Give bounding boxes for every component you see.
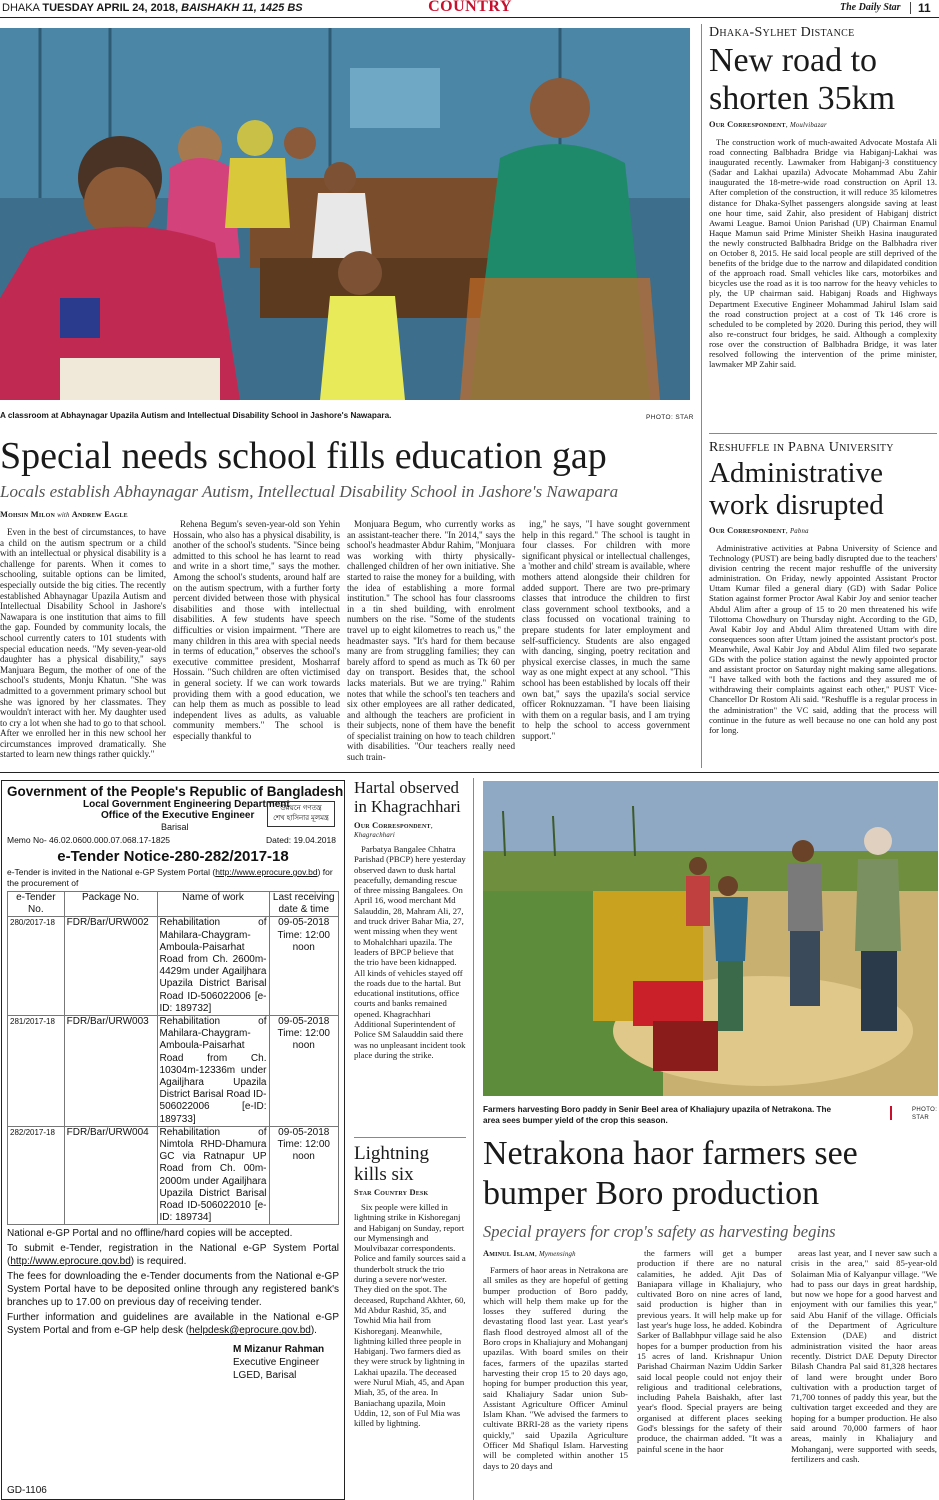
tender-note-2-text-b: ) is required. xyxy=(130,1256,187,1268)
bottom-column-rule xyxy=(473,778,474,1500)
tender-note-2 xyxy=(7,1242,339,1268)
boro-byline-place: Mymensingh xyxy=(539,1251,576,1258)
school-byline-with: with xyxy=(57,512,70,519)
boro-subhead: Special prayers for crop's safety as harvesting begins xyxy=(483,1222,836,1241)
dateline-city: DHAKA xyxy=(2,2,40,14)
masthead xyxy=(0,0,939,18)
road-body: The construction work of much-awaited Advocate Mostafa Ali road connecting Balbhadra Bridge via Habiganj-Lakhai was inaugurated recently. Lawmaker from Habiganj-3 constituency (Sadar and Lakhai upazila) Advocate Mohammad Abu Zahir inaugurated the 18-metre-wide road construction on April 13. After completion of the construction, it will reduce 35 kilometres distance for Dhaka-Sylhet passengers alongside saving at least one hour time, said Zahir, also president of Habiganj district Awami League. Bamoi Union Parishad (UP) Chairman Enamul Haque Mamun said Prime Minister Sheikh Hasina inaugurated the newly constructed Balbhadra Bridge on the Balbhadra river on October 8, 2015. He said local people are still deprived of the benefits of the bridge due to the narrow and dilapidated condition of the approach road. Small vehicles like cars, motorbikes and bicycles use the road as it is too narrow for the heavy vehicles to ply, the UP chairman said. Habiganj Roads and Highways Department Executive Engineer Mohammad Jahirul Islam said the road construction project at a cost of Tk 146 crore is scheduled to be completed by 2020. During this period, they will also re-construct four bridges, he said. Although a complexity rose over the construction of Balbhadra Bridge, it was later resolved following the intervention of the prime minister, lawmaker MP Zahir said. xyxy=(709,137,937,370)
tender-package: FDR/Bar/URW002 xyxy=(64,917,157,1016)
road-byline: Our Correspondent, Moulvibazar xyxy=(709,120,827,129)
lightning-story xyxy=(354,1143,466,1492)
tender-no: 282/2017-18 xyxy=(8,1126,65,1225)
hartal-bottom-rule xyxy=(354,1137,466,1138)
tender-note-1: National e-GP Portal and no offline/hard copies will be accepted. xyxy=(7,1228,293,1240)
school-column-1: Even in the best of circumstances, to have a child on the autism spectrum or a child with an intellectual or physical disability is a challenge for parents. When it comes to schooling, suitable options can be limited, especially outside the big cities. The recently established Abhaynagar Upazila Autism and Intellectual Disability School in Jashore's Nawapara is one institution that aims to fill the gap. Founded by community locals, the school currently caters to 101 students with special education needs. "My seven-year-old daughter has a physical disability," says Manjuara Begum, the mother of one of the school's students, Monju Khatun. "She was admitted to a government primary school but she was ignored by her classmates. They wouldn't interact with her. My daughter used to cry a lot when she had to go to that school. After we enrolled her in this new school her circumstances improved dramatically. She started to learn new things rather quickly." xyxy=(0,527,166,760)
pabna-body: Administrative activities at Pabna University of Science and Technology (PUST) are being badly disrupted due to the teachers' division centring the recent major reshuffle of the university administration. On Friday, newly appointed Assistant Proctor Uttam Kumar filed a general diary (GD) with Sadar Police Station against former Proctor Awal Kabir Joy and senior teacher Abdul Alim after a group of 15 to 20 men threatened his wife Tilottoma Chowdhury on Thursday night. According to the GD, Awal Kabir Joy and Abdul Alim threatened Uttam with dire consequences soon after Uttam joined the assistant proctor's post. Meanwhile, Awal Kabir Joy and Abdul Alim filed two separate GDs with the police station against the newly appointed proctor and assistant proctor on Saturday night making same allegations. "I have talked with both the factions and they assured me of withdrawing their complaints against each other," PUST Vice-Chancellor Dr Rostom Ali said. "Reshuffle is a regular process in the administration" the VC said, adding that the process will continue in the future as well because no one can hold any post for long. xyxy=(709,543,937,735)
pabna-kicker: Reshuffle in Pabna University xyxy=(709,440,894,455)
tender-header-date: Last receiving date & time xyxy=(269,892,339,917)
tender-work: Rehabilitation of Mahilara-Chaygram-Amboula-Paisarhat Road from Ch. 10304m-12336m under Agailjhara Upazila District Barisal Road ID-506022006 [e-ID: 189733] xyxy=(157,1016,269,1127)
tender-intro-link[interactable]: http://www.eprocure.gov.bd xyxy=(215,867,318,877)
page-separator xyxy=(910,2,911,14)
tender-package: FDR/Bar/URW004 xyxy=(64,1126,157,1225)
school-column-3: Monjuara Begum, who currently works as an assistant-teacher there. "In 2014," says the school's headmaster Abdur Rahim, "Monjuara was working with thirty physically-challenged children of her own initiative. She started to raise the money for a building, with the idea of establishing a more formal institution." The school has four classrooms in a tin shed building, with enrolment numbers on the rise. "Some of the students travel up to eight kilometres to reach us," the headmaster says. "It's hard for them because many are from struggling families; they can barely afford to spend as much as Tk 60 per day on transport. Besides that, the school lacks materials. But we are trying." Rahim notes that while the school's ten teachers and six other employees are all rather dedicated, and although the teachers are proficient in their subjects, none of them have the benefit of specialist training on how to teach children with disabilities. "Our teachers really need such train- xyxy=(347,519,515,763)
boro-column-2: the farmers will get a bumper production if there are no natural calamities, he added. Ajit Das of Baniapara village in Khaliajury, who cultivated Boro on nine acres of land, said production is higher than in previous years. It will help make up for last year's huge loss, he added. Kobindra Sarker of Ballabhpur village said he also hopes for a bumper production from his 15 acres of land. Krishnapur Union Parishad Chairman Nazim Uddin Sarker said local people could not enjoy their religious and traditional celebrations, including Pahela Baishakh, after last year's flood. Special prayers are being organised at different places seeking God's blessings for the safety of their produce, the chairman added. "It was a painful scene in the haor xyxy=(637,1248,782,1454)
road-byline-author: Our Correspondent xyxy=(709,120,786,129)
boro-headline: Netrakona haor farmers see bumper Boro production xyxy=(483,1135,858,1212)
school-column-4: ing," he says, "I have sought government help in this regard." The school is taught in four classes. For children with more significant physical or intellectual challenges, a 'mother and child' stream is available, where mothers attend alongside their children for added support. There are two pre-primary classes that introduce the children to first class government school textbooks, and a class focussed on vocational training to prepare students for later employment and self-sufficiency. Students are also engaged with dancing, singing, poetry recitation and physical exercise classes, in much the same way as one might expect at any school. "This school has been established by locals off their own bat," says the upazila's social service officer Roknuzzaman. "I have been liaising with them on a regular basis, and I am trying to help the school to access government support." xyxy=(522,519,690,741)
tender-intro-text-b: ) for the procurement of xyxy=(7,867,333,888)
section-title: COUNTRY xyxy=(428,0,512,15)
lightning-body: Six people were killed in lightning strike in Kishoreganj and Habiganj on Sunday, report our Mymensingh and Moulvibazar correspondents. Police and family sources said a thunderbolt struck the trio during a severe nor'wester. They died on the spot. The deceased, Rupchand Akhter, 60, Md Abdur Rashid, 35, and Towhid Mia hail from Kishoreganj. Meanwhile, lightning killed three people in Habiganj. Two farmers died as they were struck by lightning in Lakhai upazila. The deceased were Nurul Miah, 45, and Apan Miah, 35, of the area. In Baniachang upazila, Moin Uddin, 12, son of Ful Mia was killed by lightning. xyxy=(354,1202,466,1429)
tender-date: 09-05-2018 Time: 12:00 noon xyxy=(269,1126,339,1225)
tender-date: 09-05-2018 Time: 12:00 noon xyxy=(269,1016,339,1127)
tender-office: Office of the Executive Engineer xyxy=(101,810,255,821)
tender-code: GD-1106 xyxy=(7,1485,47,1496)
tender-table-header xyxy=(8,892,339,917)
harvest-photo xyxy=(483,781,938,1096)
tender-note-3: The fees for downloading the e-Tender documents from the National e-GP System Portal have to be deposited online through any registered bank's branches up to 17.00 on previous day of receiving tender. xyxy=(7,1271,339,1309)
tender-title: e-Tender Notice-280-282/2017-18 xyxy=(57,848,289,865)
school-byline xyxy=(0,510,128,519)
table-row xyxy=(8,1016,339,1127)
table-row xyxy=(8,917,339,1016)
pabna-byline-place: Pabna xyxy=(789,528,809,535)
tender-note-4-text-a: Further information and guidelines are available in the National e-GP System Portal and from e-GP help desk ( xyxy=(7,1312,339,1337)
tender-notice xyxy=(1,780,345,1500)
tender-no: 281/2017-18 xyxy=(8,1016,65,1127)
harvest-photo-caption: Farmers harvesting Boro paddy in Senir Beel area of Khaliajury upazila of Netrakona. The area sees bumper yield of the crop this season. xyxy=(483,1105,832,1125)
hartal-byline-place: Khagrachhari xyxy=(354,832,395,839)
school-author-a: Mohsin Milon xyxy=(0,510,55,519)
tender-header-no: e-Tender No. xyxy=(8,892,65,917)
dateline-bs: BAISHAKH 11, 1425 BS xyxy=(181,2,303,14)
tender-work: Rehabilitation of Mahilara-Chaygram-Amboula-Paisarhat Road from Ch. 2600m-4429m under Agailjhara Upazila District Barisal Road ID-506022006 [e-ID: 189732] xyxy=(157,917,269,1016)
tender-stamp-line-2: শেখ হাসিনার মূলমন্ত্র xyxy=(273,815,329,822)
lightning-byline xyxy=(354,1188,466,1197)
school-headline: Special needs school fills education gap xyxy=(0,435,607,477)
boro-byline: Aminul Islam, Mymensingh xyxy=(483,1249,576,1258)
right-column-rule xyxy=(701,24,702,768)
hartal-byline-author: Our Correspondent xyxy=(354,821,431,830)
tender-header-work: Name of work xyxy=(157,892,269,917)
harvest-caption-mark xyxy=(890,1106,892,1120)
tender-header-package: Package No. xyxy=(64,892,157,917)
tender-signer-title: Executive Engineer xyxy=(233,1357,320,1369)
road-kicker: Dhaka-Sylhet Distance xyxy=(709,25,855,40)
tender-work: Rehabilitation of Nimtola RHD-Dhamura GC via Ratnapur UP Road from Ch. 00m-2000m under Agailjhara Upazila District Barisal Road ID-506022010 [e-ID: 189734] xyxy=(157,1126,269,1225)
tender-signer-office: LGED, Barisal xyxy=(233,1370,297,1382)
school-column-2: Rehena Begum's seven-year-old son Yehin Hossain, who also has a physical disability, is another of the school's students. "Since being admitted to this school he has learnt to read and write in a short time," says the mother. Among the school's students, around half are on the autism spectrum, with a further forty percent divided between those with physical disabilities and those with intellectual disabilities. A few students have speech difficulties or vision impairment. "There are many children in this area with special needs in terms of education," observes the school's executive committee president, Mosharraf Hossain. "Such children are often victimised in general society. If we can work towards providing them with a good education, we can help them as much as possible to lead independent lives as adults, as valuable community members." The school is especially thankful to xyxy=(173,519,340,741)
boro-column-3: areas last year, and I never saw such a crisis in the area," said 85-year-old Solaiman Mia of Kalyanpur village. "We had to pass our days in great hardship, but now we hope for a good harvest and enjoyment with our families this year," said Abu Hanif of the village. Officials of the Department of Agriculture Extension (DAE) and district administration visited the haor areas recently. District DAE Deputy Director Bilash Chandra Pal said 81,328 hectares of land were brought under Boro cultivation with a production target of 71,700 tonnes of paddy this year, but the cultivation target exceeded and they are hoping for a bumper production. He also said around 70,000 farmers of haor areas, mainly in Khaliajury and Mohanganj, were supported with seeds, fertilizers and cash. xyxy=(791,1248,937,1464)
tender-dated: Dated: 19.04.2018 xyxy=(266,835,336,845)
school-author-b: Andrew Eagle xyxy=(71,510,128,519)
tender-note-2-link[interactable]: http://www.eprocure.gov.bd xyxy=(10,1256,131,1268)
tender-stamp xyxy=(267,801,335,827)
boro-byline-author: Aminul Islam xyxy=(483,1249,535,1258)
hartal-byline: Our Correspondent, Khagrachhari xyxy=(354,821,433,839)
road-headline: New road to shorten 35km xyxy=(709,42,896,117)
dateline xyxy=(2,2,303,14)
classroom-photo-caption: A classroom at Abhaynagar Upazila Autism and Intellectual Disability School in Jashore's Nawapara. xyxy=(0,411,392,420)
hartal-story xyxy=(354,778,466,1132)
road-byline-place: Moulvibazar xyxy=(789,122,827,129)
classroom-photo-credit: PHOTO: STAR xyxy=(646,414,694,421)
pabna-byline-author: Our Correspondent xyxy=(709,526,786,535)
lightning-byline-author: Star Country Desk xyxy=(354,1188,429,1197)
school-subhead: Locals establish Abhaynagar Autism, Intellectual Disability School in Jashore's Nawapara xyxy=(0,482,619,501)
hartal-headline: Hartal observed in Khagrachhari xyxy=(354,778,461,816)
tender-note-4-text-b: ). xyxy=(310,1325,317,1337)
page-number: 11 xyxy=(918,1,931,15)
classroom-photo xyxy=(0,28,690,400)
boro-column-1: Farmers of haor areas in Netrakona are all smiles as they are hopeful of getting bumper production of Boro paddy, which will help them make up for the losses they suffered during the devastating flood last year. Last year's flash flood destroyed almost all of the Boro crops in Khaliajury and Mohanganj upazilas. With board smiles on their faces, farmers of the upazilas started harvesting their crop 15 to 20 days ago, hoping for bumper production this year, said Khaliajury Sadar union Sub-Assistant Agriculture Officer Aminul Islam Khan. "We advised the farmers to cultivate BRRI-28 as the variety ripens quickly," said Upazila Agriculture Officer Md Shafiqul Islam. Harvesting will be completed within another 15 days to 20 days and xyxy=(483,1265,628,1471)
pabna-headline: Administrative work disrupted xyxy=(709,457,884,521)
tender-memo: Memo No- 46.02.0600.000.07.068.17-1825 xyxy=(7,835,171,845)
table-row xyxy=(8,1126,339,1225)
road-bottom-rule xyxy=(709,433,937,434)
tender-note-4 xyxy=(7,1311,339,1337)
tender-signature xyxy=(233,1343,339,1382)
tender-notes xyxy=(7,1227,339,1337)
tender-note-2-text-a: To submit e-Tender, registration in the National e-GP System Portal ( xyxy=(7,1243,339,1268)
lightning-headline: Lightning kills six xyxy=(354,1143,429,1185)
paper-logo: The Daily Star xyxy=(840,2,901,13)
hartal-body: Parbatya Bangalee Chhatra Parishad (PBCP) here yesterday observed dawn to dusk hartal peacefully, demanding rescue of three missing Bangalees. On April 16, wood merchant Md Salauddin, 28, Mahram Ali, 27, and truck driver Bahar Mia, 27, went missing when they went to Mohalchhari upazila. The leaders of BPCP believe that the trio have been kidnapped. All kinds of vehicles stayed off the roads due to the hartal. But educational institutions, office courts and banks remained opened. Khagrachhari Additional Superintendent of Police SM Salauddin said there was no unpleasant incident took place during the strike. xyxy=(354,844,466,1060)
tender-dept: Local Government Engineering Department xyxy=(83,799,290,810)
tender-no: 280/2017-18 xyxy=(8,917,65,1016)
tender-table xyxy=(7,891,339,1225)
tender-note-4-link[interactable]: helpdesk@eprocure.gov.bd xyxy=(189,1325,311,1337)
dateline-date: TUESDAY APRIL 24, 2018, xyxy=(42,2,179,14)
pabna-byline: Our Correspondent, Pabna xyxy=(709,526,809,535)
tender-stamp-line-1: উন্নয়নে গণতন্ত্র xyxy=(280,805,322,812)
middle-horizontal-rule xyxy=(0,772,939,773)
tender-intro xyxy=(7,867,339,889)
tender-gov-title: Government of the People's Republic of Bangladesh xyxy=(7,784,344,799)
tender-city: Barisal xyxy=(161,822,189,832)
harvest-photo-credit: PHOTO: STAR xyxy=(912,1107,938,1121)
tender-intro-text-a: e-Tender is invited in the National e-GP System Portal ( xyxy=(7,867,216,877)
tender-signer-name: M Mizanur Rahman xyxy=(233,1344,325,1356)
tender-package: FDR/Bar/URW003 xyxy=(64,1016,157,1127)
masthead-rule xyxy=(0,17,939,18)
tender-date: 09-05-2018 Time: 12:00 noon xyxy=(269,917,339,1016)
